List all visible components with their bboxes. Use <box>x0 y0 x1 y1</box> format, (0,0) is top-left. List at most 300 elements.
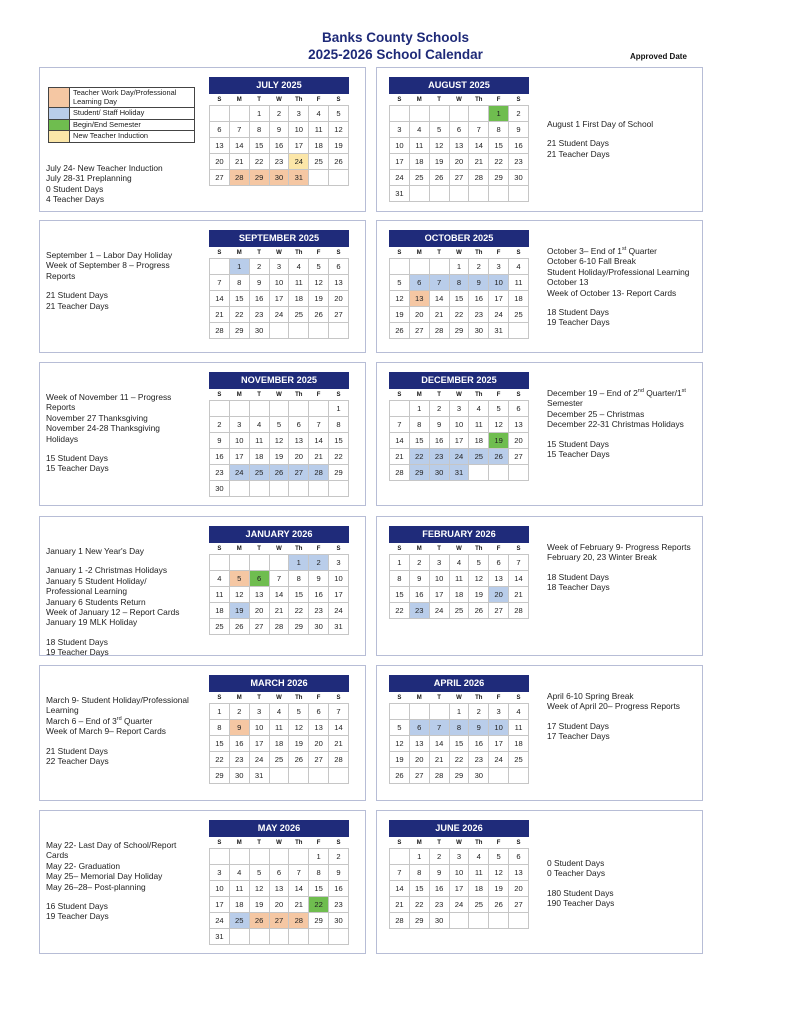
note-line: December 25 – Christmas <box>547 408 645 419</box>
day-header: W <box>456 545 462 552</box>
day-cell: 11 <box>249 433 269 449</box>
day-cell: 16 <box>409 587 429 603</box>
day-cell: 24 <box>210 913 230 929</box>
day-cell: 27 <box>409 323 429 339</box>
day-cell: 27 <box>489 603 509 619</box>
day-cell <box>390 259 410 275</box>
day-cell: 13 <box>210 138 230 154</box>
day-cell: 9 <box>329 865 349 881</box>
day-header: T <box>437 96 441 103</box>
day-cell: 14 <box>469 138 489 154</box>
day-cell <box>329 323 349 339</box>
month-calendar <box>389 526 529 619</box>
day-cell: 2 <box>509 106 529 122</box>
day-header: Th <box>475 694 483 701</box>
day-cell: 5 <box>489 849 509 865</box>
legend-row <box>49 108 194 120</box>
week-row <box>210 704 349 720</box>
week-row <box>210 481 349 497</box>
day-header: T <box>437 391 441 398</box>
day-header: Th <box>295 391 303 398</box>
day-cell: 15 <box>449 736 469 752</box>
day-cell: 9 <box>469 275 489 291</box>
week-row <box>210 401 349 417</box>
day-cell: 16 <box>429 881 449 897</box>
day-cell: 1 <box>409 401 429 417</box>
day-cell: 11 <box>509 275 529 291</box>
day-cell: 1 <box>489 106 509 122</box>
day-cell: 24 <box>489 752 509 768</box>
day-cell: 12 <box>489 865 509 881</box>
day-cell: 22 <box>210 752 230 768</box>
day-cell: 16 <box>509 138 529 154</box>
week-row <box>210 849 349 865</box>
day-cell: 6 <box>409 275 429 291</box>
day-cell: 28 <box>429 768 449 784</box>
day-cell: 11 <box>289 275 309 291</box>
day-cell <box>229 849 249 865</box>
day-cell: 8 <box>449 720 469 736</box>
day-cell: 16 <box>469 291 489 307</box>
month-title: MAY 2026 <box>209 820 349 837</box>
day-cell: 25 <box>309 154 329 170</box>
day-cell: 24 <box>289 154 309 170</box>
week-row <box>210 170 349 186</box>
day-cell: 10 <box>289 122 309 138</box>
day-cell: 17 <box>269 291 289 307</box>
week-row <box>210 307 349 323</box>
day-cell: 19 <box>229 603 249 619</box>
day-header: F <box>496 96 501 103</box>
day-cell: 30 <box>509 170 529 186</box>
day-cell <box>409 704 429 720</box>
day-cell: 17 <box>229 449 249 465</box>
day-cell <box>229 106 249 122</box>
day-cell <box>229 929 249 945</box>
week-row <box>210 138 349 154</box>
day-cell: 19 <box>289 736 309 752</box>
day-cell: 10 <box>489 275 509 291</box>
note-line <box>46 556 194 565</box>
day-header: M <box>416 96 422 103</box>
day-cell: 30 <box>329 913 349 929</box>
day-cell <box>509 913 529 929</box>
day-cell: 11 <box>469 865 489 881</box>
day-cell: 19 <box>269 449 289 465</box>
day-header: F <box>496 249 501 256</box>
day-cell <box>429 186 449 202</box>
note-line: 0 Teacher Days <box>547 868 606 879</box>
week-row <box>390 555 529 571</box>
day-header: T <box>257 249 261 256</box>
day-cell: 30 <box>469 768 489 784</box>
month-grid <box>389 543 529 619</box>
day-cell: 15 <box>309 881 329 897</box>
day-cell: 18 <box>449 587 469 603</box>
day-cell: 17 <box>429 587 449 603</box>
day-cell: 25 <box>449 603 469 619</box>
day-cell: 19 <box>309 291 329 307</box>
note-line: January 5 Student Holiday/ Professional Learning <box>46 575 147 597</box>
day-cell: 23 <box>249 307 269 323</box>
day-cell: 5 <box>390 720 410 736</box>
note-line: January 1 New Year's Day <box>46 546 144 556</box>
day-cell: 3 <box>390 122 410 138</box>
note-line <box>46 444 194 453</box>
day-cell: 15 <box>489 138 509 154</box>
day-cell: 10 <box>249 720 269 736</box>
day-cell: 2 <box>469 704 489 720</box>
approved-date-label: Approved Date <box>630 52 687 61</box>
day-cell: 27 <box>509 449 529 465</box>
day-header: W <box>276 545 282 552</box>
day-cell: 15 <box>409 433 429 449</box>
day-cell: 4 <box>210 571 230 587</box>
day-cell: 25 <box>509 752 529 768</box>
day-cell: 14 <box>309 433 329 449</box>
note-line: 21 Student Days <box>46 290 108 301</box>
day-cell: 26 <box>489 449 509 465</box>
day-cell: 21 <box>210 307 230 323</box>
note-line: December 19 – End of 2nd Quarter/1st Semester <box>547 388 686 409</box>
day-cell: 8 <box>409 417 429 433</box>
day-cell: 27 <box>249 619 269 635</box>
note-line <box>547 430 707 439</box>
day-cell: 17 <box>489 291 509 307</box>
day-header: M <box>236 839 242 846</box>
day-cell: 4 <box>449 555 469 571</box>
day-cell: 12 <box>309 275 329 291</box>
day-cell: 17 <box>210 897 230 913</box>
day-cell: 25 <box>210 619 230 635</box>
day-cell: 24 <box>269 307 289 323</box>
day-header: T <box>437 545 441 552</box>
day-header: Th <box>295 249 303 256</box>
week-row <box>390 897 529 913</box>
day-cell: 6 <box>249 571 269 587</box>
day-cell: 1 <box>409 849 429 865</box>
note-line <box>46 737 194 746</box>
day-header: M <box>416 391 422 398</box>
day-header: S <box>217 249 222 256</box>
day-cell: 9 <box>429 865 449 881</box>
day-cell: 19 <box>489 881 509 897</box>
day-cell: 26 <box>309 307 329 323</box>
week-row <box>390 449 529 465</box>
day-cell <box>309 170 329 186</box>
day-cell: 10 <box>489 720 509 736</box>
week-row <box>210 736 349 752</box>
day-header: M <box>236 545 242 552</box>
day-cell: 4 <box>289 259 309 275</box>
note-line: 19 Teacher Days <box>46 911 109 922</box>
day-cell: 22 <box>449 752 469 768</box>
day-header: T <box>257 391 261 398</box>
day-cell: 17 <box>329 587 349 603</box>
day-cell: 27 <box>269 913 289 929</box>
month-calendar <box>209 372 349 497</box>
note-line: 4 Teacher Days <box>46 194 105 205</box>
note-line: 22 Teacher Days <box>46 756 109 767</box>
month-title: JUNE 2026 <box>389 820 529 837</box>
week-row <box>390 571 529 587</box>
day-cell: 29 <box>249 170 269 186</box>
month-calendar <box>209 230 349 339</box>
note-line: 21 Student Days <box>547 138 609 149</box>
note-line <box>46 628 194 637</box>
day-cell: 30 <box>229 768 249 784</box>
day-cell: 5 <box>429 122 449 138</box>
day-cell: 5 <box>249 865 269 881</box>
note-line: May 22- Graduation <box>46 860 121 871</box>
day-cell: 15 <box>289 587 309 603</box>
day-header: S <box>516 839 521 846</box>
day-cell: 18 <box>509 291 529 307</box>
day-cell <box>289 481 309 497</box>
day-cell: 28 <box>509 603 529 619</box>
week-row <box>390 913 529 929</box>
day-cell: 14 <box>429 736 449 752</box>
day-cell: 3 <box>229 417 249 433</box>
day-cell: 10 <box>269 275 289 291</box>
day-header: S <box>397 391 402 398</box>
week-row <box>210 433 349 449</box>
day-header: S <box>397 96 402 103</box>
day-cell: 11 <box>469 417 489 433</box>
day-cell: 21 <box>509 587 529 603</box>
day-cell: 5 <box>390 275 410 291</box>
day-cell: 23 <box>210 465 230 481</box>
day-cell: 12 <box>489 417 509 433</box>
day-cell <box>210 401 230 417</box>
day-cell: 8 <box>229 275 249 291</box>
legend-swatch <box>49 120 70 131</box>
month-title: DECEMBER 2025 <box>389 372 529 389</box>
day-cell: 4 <box>409 122 429 138</box>
day-cell <box>469 465 489 481</box>
day-cell: 19 <box>469 587 489 603</box>
day-cell: 3 <box>429 555 449 571</box>
note-line: Week of January 12 – Report Cards <box>46 607 180 618</box>
day-cell: 24 <box>329 603 349 619</box>
day-cell <box>210 555 230 571</box>
day-cell <box>429 704 449 720</box>
day-cell: 7 <box>309 417 329 433</box>
month-notes <box>46 695 194 766</box>
day-cell: 21 <box>469 154 489 170</box>
day-cell: 26 <box>289 752 309 768</box>
day-cell: 31 <box>449 465 469 481</box>
day-header: F <box>316 96 321 103</box>
week-row <box>390 603 529 619</box>
day-header: M <box>416 694 422 701</box>
day-header: W <box>456 694 462 701</box>
day-cell <box>289 849 309 865</box>
day-header: S <box>217 545 222 552</box>
day-cell: 20 <box>509 433 529 449</box>
day-cell: 31 <box>249 768 269 784</box>
day-cell <box>429 259 449 275</box>
day-cell: 24 <box>249 752 269 768</box>
day-cell <box>269 481 289 497</box>
day-cell: 8 <box>409 865 429 881</box>
day-cell: 23 <box>469 307 489 323</box>
day-cell: 16 <box>269 138 289 154</box>
day-cell: 13 <box>249 587 269 603</box>
day-header: S <box>397 694 402 701</box>
note-line: Week of April 20– Progress Reports <box>547 701 680 712</box>
day-cell: 6 <box>489 555 509 571</box>
day-cell: 7 <box>469 122 489 138</box>
legend-row <box>49 88 194 108</box>
day-cell: 4 <box>229 865 249 881</box>
day-cell: 2 <box>249 259 269 275</box>
day-cell <box>390 401 410 417</box>
day-header: W <box>276 694 282 701</box>
day-cell: 26 <box>429 170 449 186</box>
day-cell <box>289 768 309 784</box>
day-header: Th <box>295 545 303 552</box>
day-cell <box>289 323 309 339</box>
day-header: W <box>456 249 462 256</box>
day-cell: 3 <box>210 865 230 881</box>
note-line: Week of November 11 – Progress Reports <box>46 392 172 413</box>
day-cell: 14 <box>390 433 410 449</box>
day-cell: 15 <box>210 736 230 752</box>
week-row <box>390 587 529 603</box>
month-calendar <box>389 820 529 929</box>
day-cell: 8 <box>289 571 309 587</box>
day-cell: 26 <box>329 154 349 170</box>
day-cell: 13 <box>509 865 529 881</box>
day-cell: 24 <box>390 170 410 186</box>
day-header: W <box>456 391 462 398</box>
day-header: W <box>276 839 282 846</box>
day-cell: 23 <box>269 154 289 170</box>
week-row <box>210 122 349 138</box>
note-line: 18 Teacher Days <box>547 582 610 593</box>
week-row <box>210 603 349 619</box>
day-cell: 14 <box>329 720 349 736</box>
day-header: M <box>236 96 242 103</box>
note-line: Week of March 9– Report Cards <box>46 726 166 737</box>
day-header: T <box>257 545 261 552</box>
day-cell: 17 <box>390 154 410 170</box>
note-line: 21 Teacher Days <box>46 300 109 311</box>
day-cell: 22 <box>390 603 410 619</box>
day-cell: 28 <box>390 913 410 929</box>
month-calendar <box>209 526 349 635</box>
day-cell: 20 <box>309 736 329 752</box>
month-notes <box>547 691 707 742</box>
day-header: M <box>416 249 422 256</box>
month-title: SEPTEMBER 2025 <box>209 230 349 247</box>
day-cell: 7 <box>289 865 309 881</box>
day-cell: 19 <box>329 138 349 154</box>
day-cell: 11 <box>269 720 289 736</box>
color-legend <box>48 87 195 143</box>
day-cell: 23 <box>429 897 449 913</box>
day-cell <box>489 465 509 481</box>
day-cell: 30 <box>429 465 449 481</box>
month-notes <box>46 163 194 205</box>
week-row <box>390 736 529 752</box>
day-cell <box>469 186 489 202</box>
day-cell: 18 <box>509 736 529 752</box>
day-cell <box>210 106 230 122</box>
day-header: F <box>496 391 501 398</box>
day-cell: 16 <box>329 881 349 897</box>
day-cell: 27 <box>289 465 309 481</box>
day-cell: 15 <box>449 291 469 307</box>
day-header: F <box>316 391 321 398</box>
month-grid <box>209 543 349 635</box>
day-cell: 18 <box>229 897 249 913</box>
note-line <box>46 892 194 901</box>
day-cell: 25 <box>509 307 529 323</box>
day-cell: 19 <box>429 154 449 170</box>
day-header: W <box>276 249 282 256</box>
day-cell: 22 <box>229 307 249 323</box>
note-line: Week of October 13- Report Cards <box>547 287 677 298</box>
day-cell: 1 <box>449 259 469 275</box>
page-subtitle: 2025-2026 School Calendar <box>308 47 483 62</box>
day-cell: 13 <box>509 417 529 433</box>
day-cell: 26 <box>390 323 410 339</box>
day-cell: 25 <box>249 465 269 481</box>
day-cell: 15 <box>229 291 249 307</box>
day-cell: 13 <box>409 291 429 307</box>
day-cell <box>309 768 329 784</box>
week-row <box>210 752 349 768</box>
day-cell: 9 <box>309 571 329 587</box>
day-cell <box>449 913 469 929</box>
day-cell: 11 <box>449 571 469 587</box>
note-line: 21 Teacher Days <box>547 148 610 159</box>
day-cell: 13 <box>269 881 289 897</box>
note-line: January 1 -2 Christmas Holidays <box>46 565 168 576</box>
day-cell: 14 <box>269 587 289 603</box>
day-cell: 6 <box>309 704 329 720</box>
day-cell: 12 <box>269 433 289 449</box>
day-cell <box>269 401 289 417</box>
day-cell: 31 <box>210 929 230 945</box>
day-cell <box>229 555 249 571</box>
day-cell <box>449 186 469 202</box>
day-cell <box>269 555 289 571</box>
day-cell <box>329 768 349 784</box>
day-cell: 12 <box>249 881 269 897</box>
week-row <box>390 138 529 154</box>
day-cell: 31 <box>289 170 309 186</box>
day-cell: 5 <box>469 555 489 571</box>
day-cell: 29 <box>289 619 309 635</box>
day-cell: 7 <box>269 571 289 587</box>
day-cell: 20 <box>269 897 289 913</box>
day-cell: 17 <box>449 881 469 897</box>
day-cell: 15 <box>249 138 269 154</box>
day-cell: 27 <box>210 170 230 186</box>
day-header: S <box>516 545 521 552</box>
day-cell: 11 <box>409 138 429 154</box>
day-header: W <box>456 839 462 846</box>
note-line: 17 Teacher Days <box>547 731 610 742</box>
note-line: 180 Student Days <box>547 887 614 898</box>
day-cell: 8 <box>449 275 469 291</box>
day-header: T <box>437 694 441 701</box>
day-cell: 22 <box>489 154 509 170</box>
week-row <box>210 555 349 571</box>
